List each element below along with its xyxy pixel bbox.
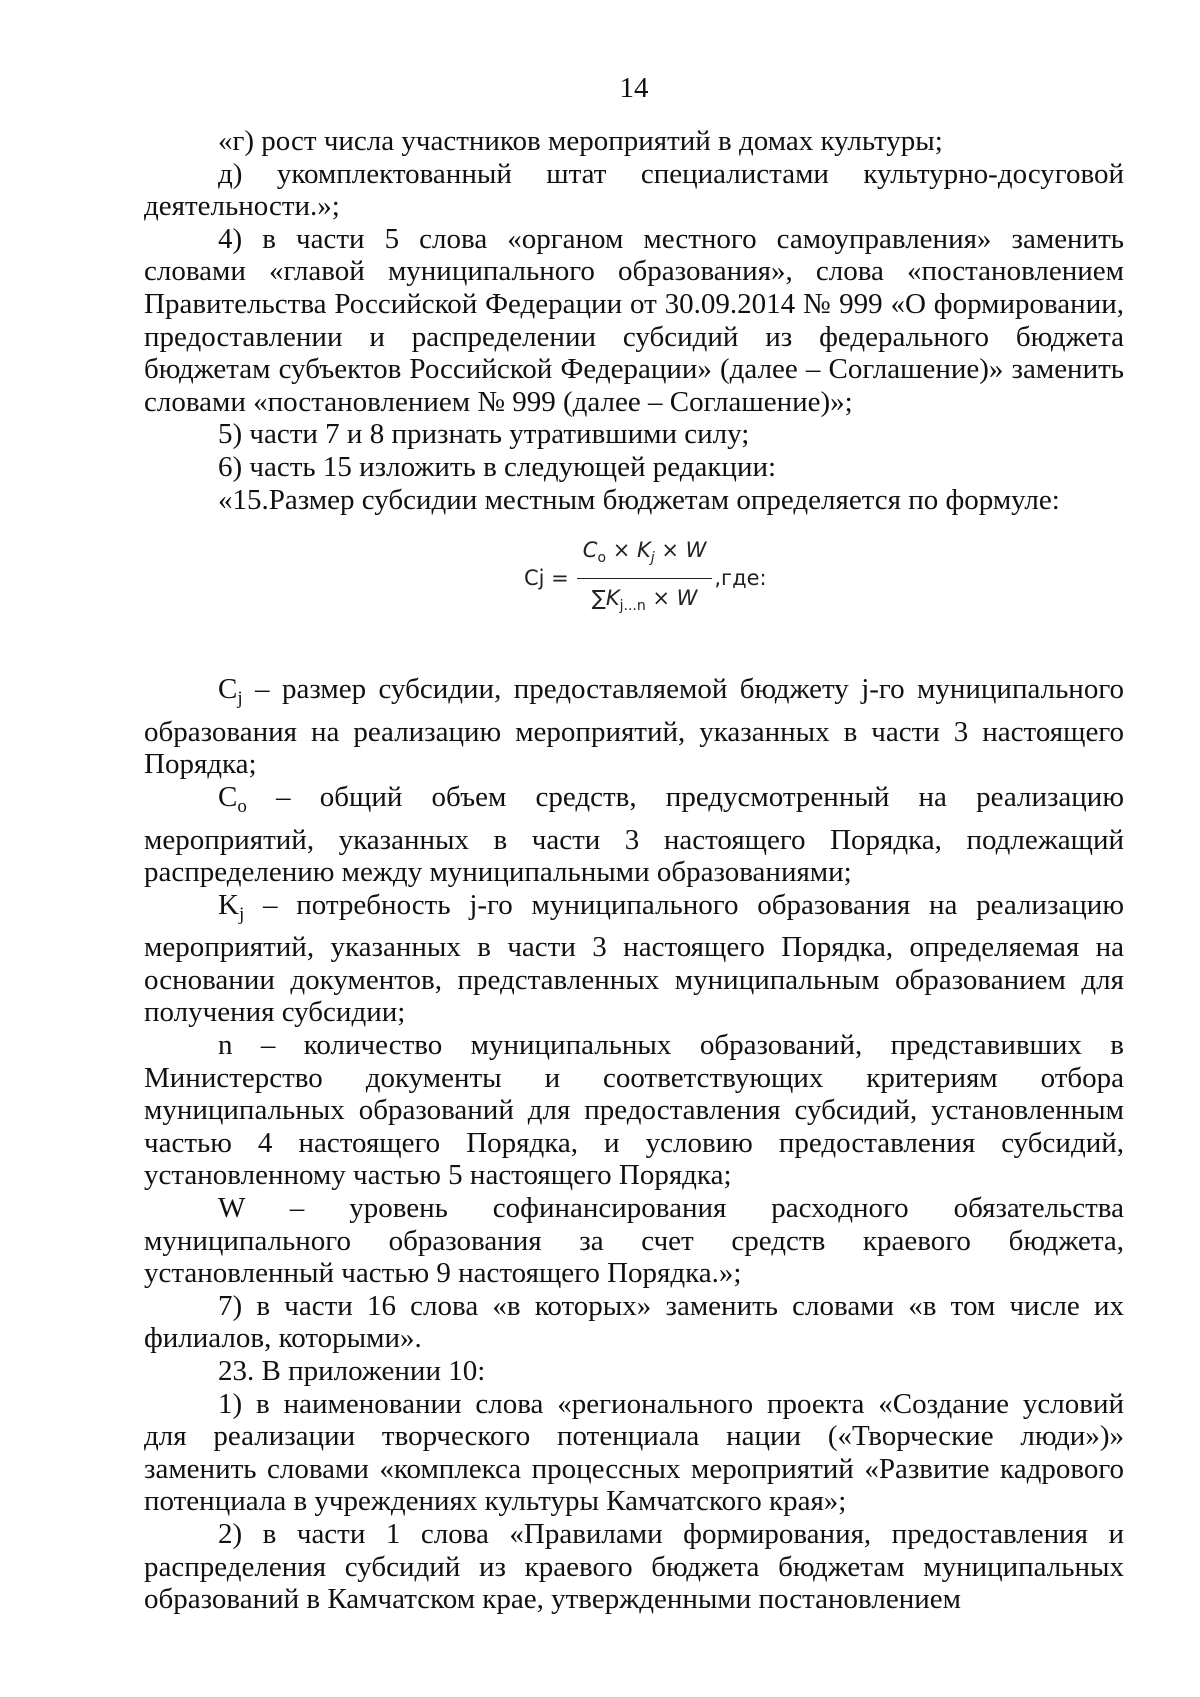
paragraph: д) укомплектованный штат специалистами культурно-досуговой деятельности.»; (144, 157, 1124, 223)
paragraph: 2) в части 1 слова «Правилами формирования, предоставления и распределения субсидий из краевого бюджета бюджетам муниципальных образований в Камчатском крае, утвержденными постановлением (144, 1517, 1124, 1616)
subsidy-formula (144, 516, 1124, 673)
paragraph: n – количество муниципальных образований, представивших в Министерство документы и соответствующих критериям отбора муниципальных образований для предоставления субсидий, установленным частью 4 настоящего Порядка, и условию предоставления субсидий, установленному частью 5 настоящего Порядка; (144, 1029, 1124, 1192)
definition-kj: $K_j$ – потребность j-го муниципального образования на реализацию мероприятий, указанных в части 3 настоящего Порядка, определяемая на основании документов, представленных муниципальным образованием для получения субсидии; (144, 888, 1124, 1029)
formula-suffix: ,где: (714, 565, 767, 590)
formula-lhs: Cj = (524, 565, 569, 590)
formula-denominator: $\sum K_{j...n} \times W$ (591, 585, 698, 614)
paragraph: 5) части 7 и 8 признать утратившими силу; (218, 418, 750, 451)
formula-numerator: $C_o \times K_j \times W$ (577, 534, 713, 579)
paragraph: 23. В приложении 10: (218, 1355, 486, 1387)
formula-expression (524, 534, 767, 622)
paragraph: W – уровень софинансирования расходного обязательства муниципального образования за счет средств краевого бюджета, установленный частью 9 настоящего Порядка.»; (144, 1192, 1124, 1290)
formula-fraction (577, 534, 713, 622)
definition-co: $C_о$ – общий объем средств, предусмотренный на реализацию мероприятий, указанных в части 3 настоящего Порядка, подлежащий распределению между муниципальными образованиями; (144, 780, 1124, 889)
paragraph: 6) часть 15 изложить в следующей редакции: (218, 450, 777, 483)
paragraph: 1) в наименовании слова «регионального проекта «Создание условий для реализации творческого потенциала нации («Творческие люди»)» заменить словами «комплекса процессных мероприятий «Развитие кадрового потенциала в учреждениях культуры Камчатского края»; (144, 1387, 1124, 1518)
definition-cj: $C_j$ – размер субсидии, предоставляемой бюджету j-го муниципального образования на реализацию мероприятий, указанных в части 3 настоящего Порядка; (144, 673, 1124, 781)
paragraph: 4) в части 5 слова «органом местного самоуправления» заменить словами «главой муниципального образования», слова «постановлением Правительства Российской Федерации от 30.09.2014 № 999 «О формировании, предоставлении и распределении субсидий из федерального бюджета бюджетам субъектов Российской Федерации» (далее – Соглашение)» заменить словами «постановлением № 999 (далее – Соглашение)»; (144, 222, 1124, 418)
paragraph: «г) рост числа участников мероприятий в домах культуры; (218, 125, 943, 157)
paragraph: 7) в части 16 слова «в которых» заменить словами «в том числе их филиалов, которыми». (144, 1289, 1124, 1355)
page-number: 14 (619, 72, 649, 104)
document-body (144, 125, 1124, 1616)
paragraph: «15.Размер субсидии местным бюджетам определяется по формуле: (218, 483, 1060, 516)
